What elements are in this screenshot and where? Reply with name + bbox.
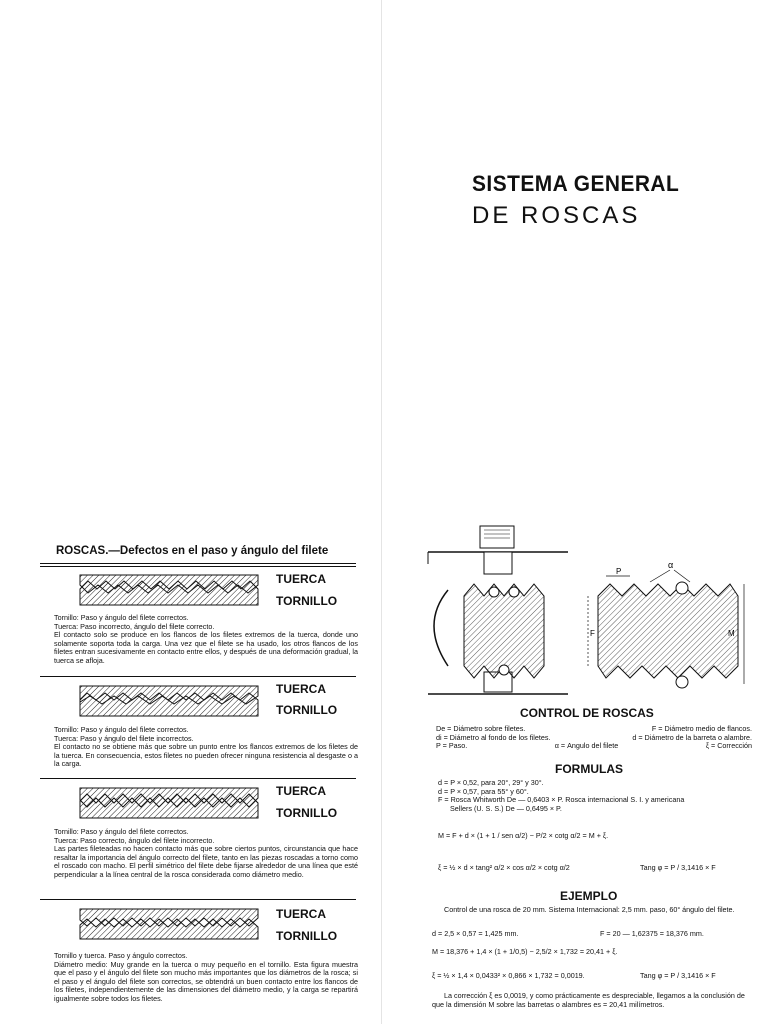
- block-rule: [40, 676, 356, 677]
- legend-item: P = Paso.: [436, 741, 468, 751]
- label-nut-4: TUERCA: [276, 907, 326, 921]
- label-nut-3: TUERCA: [276, 784, 326, 798]
- conclusion: La corrección ξ es 0,0019, y como prácticamente es despreciable, llegamos a la conclusión de que la dimensión M sobre las barretas o alambres es = 20,41 milímetros.: [432, 991, 745, 1009]
- text-line: Diámetro medio: Muy grande en la tuerca o muy pequeño en el tornillo. Esta figura muestra que el paso y el ángulo del filete son mucho más importantes que los diámetros de la rosca; si el paso y el ángulo del filete son correctos, se obtendrá un buen contacto entre los flancos de los filetes, independientemente de las dimensiones del diámetro medio, y la carga se repartirá igualmente sobre todos los filetes.: [54, 959, 358, 1003]
- formulas-block: [438, 779, 752, 813]
- thread-control-diagram: [418, 524, 752, 704]
- text-line: Tornillo: Paso y ángulo del filete correctos.: [54, 725, 189, 734]
- label-screw-4: TORNILLO: [276, 929, 338, 943]
- thread-illustration-2: [78, 684, 260, 718]
- page-title-line1: SISTEMA GENERAL: [472, 171, 680, 196]
- label-p: P: [616, 567, 622, 576]
- text-line: Las partes fileteadas no hacen contacto más que sobre ciertos puntos, circunstancia que hace resaltar la importancia del ángulo correcto del filete, tanto en las piezas roscadas a torno como el roscado con macho. El perfil simétrico del filete debe fijarse alrededor de una línea que esté perpendicular a la línea central de la rosca considerada como diámetro medio.: [54, 844, 358, 879]
- thread-illustration-3: [78, 786, 260, 820]
- section-rule-thin: [40, 566, 356, 567]
- text-line: Tornillo: Paso y ángulo del filete correctos.: [54, 613, 189, 622]
- section-rule: [40, 563, 356, 564]
- example-intro: Control de una rosca de 20 mm. Sistema Internacional: 2,5 mm. paso, 60° ángulo del filete.: [444, 905, 735, 914]
- legend-item: ξ = Corrección: [705, 741, 752, 751]
- label-screw-2: TORNILLO: [276, 703, 338, 717]
- text-line: El contacto no se obtiene más que sobre un punto entre los flancos extremos de los filetes de la tuerca. En consecuencia, estos filetes no pueden ofrecer ninguna resistencia al desgaste o a la carga.: [54, 742, 358, 769]
- formula-line: Sellers (U. S. S.) De — 0,6495 × P.: [450, 803, 562, 813]
- formula-line: d = P × 0,52, para 20°, 29° y 30°.: [438, 778, 544, 787]
- label-m: M: [728, 629, 735, 638]
- text-block-1: [54, 614, 358, 666]
- thread-illustration-4: [78, 907, 260, 941]
- legend-item: F = Diámetro medio de flancos.: [651, 724, 752, 733]
- example-xi: ξ = ½ × 1,4 × 0,0433² × 0,866 × 1,732 = 0,0019.: [432, 971, 585, 980]
- control-title: CONTROL DE ROSCAS: [520, 706, 654, 720]
- text-block-4: [54, 952, 358, 1004]
- formula-line: d = P × 0,57, para 55° y 60°.: [438, 786, 529, 796]
- text-line: Tornillo y tuerca. Paso y ángulo correctos.: [54, 951, 188, 960]
- formula-m: M = F + d × (1 + 1 / sen α/2) − P/2 × cotg α/2 = M + ξ.: [438, 831, 609, 840]
- text-block-2: [54, 726, 358, 769]
- text-line: Tuerca: Paso y ángulo del filete incorrectos.: [54, 733, 194, 743]
- section-title: ROSCAS.—Defectos en el paso y ángulo del filete: [56, 545, 329, 557]
- text-line: Tuerca: Paso correcto, ángulo del filete incorrecto.: [54, 835, 215, 845]
- label-f: F: [590, 629, 595, 638]
- example-m: M = 18,376 + 1,4 × (1 + 1/0,5) − 2,5/2 × 1,732 = 20,41 + ξ.: [432, 947, 618, 956]
- formula-tang: Tang φ = P / 3,1416 × F: [640, 863, 716, 872]
- label-screw-1: TORNILLO: [276, 594, 338, 608]
- legend-item: d = Diámetro de la barreta o alambre.: [632, 732, 752, 742]
- text-line: Tornillo: Paso y ángulo del filete correctos.: [54, 827, 189, 836]
- page-title-line2: DE ROSCAS: [472, 202, 641, 229]
- label-nut-1: TUERCA: [276, 572, 326, 586]
- text-line: El contacto solo se produce en los flancos de los filetes extremos de la tuerca, donde uno solamente soporta toda la carga. Una vez que el filete se ha usado, los otros flancos de los filetes entran sucesivamente en contacto entre ellos, y después de una deformación gradual, la tuerca se afloja.: [54, 630, 358, 665]
- thread-illustration-1: [78, 573, 260, 607]
- block-rule: [40, 778, 356, 779]
- example-title: EJEMPLO: [560, 889, 618, 903]
- block-rule: [40, 899, 356, 900]
- formulas-title: FORMULAS: [555, 762, 623, 776]
- example-tang: Tang φ = P / 3,1416 × F: [640, 971, 716, 980]
- text-line: Tuerca: Paso incorrecto, ángulo del filete correcto.: [54, 621, 215, 631]
- legend-item: α = Angulo del filete: [554, 741, 619, 751]
- label-screw-3: TORNILLO: [276, 806, 338, 820]
- example-f: F = 20 — 1,62375 = 18,376 mm.: [600, 929, 704, 938]
- legend-item: De = Diámetro sobre filetes.: [436, 724, 526, 733]
- label-alpha: α: [668, 560, 674, 570]
- example-d: d = 2,5 × 0,57 = 1,425 mm.: [432, 929, 519, 938]
- text-block-3: [54, 828, 358, 880]
- label-nut-2: TUERCA: [276, 682, 326, 696]
- legend-item: di = Diámetro al fondo de los filetes.: [436, 732, 551, 742]
- formula-line: F = Rosca Whitworth De — 0,6403 × P. Rosca internacional S. I. y americana: [438, 795, 685, 805]
- legend: [436, 725, 752, 751]
- formula-xi: ξ = ½ × d × tang² α/2 × cos α/2 × cotg α/2: [438, 863, 570, 872]
- page-fold: [381, 0, 382, 1024]
